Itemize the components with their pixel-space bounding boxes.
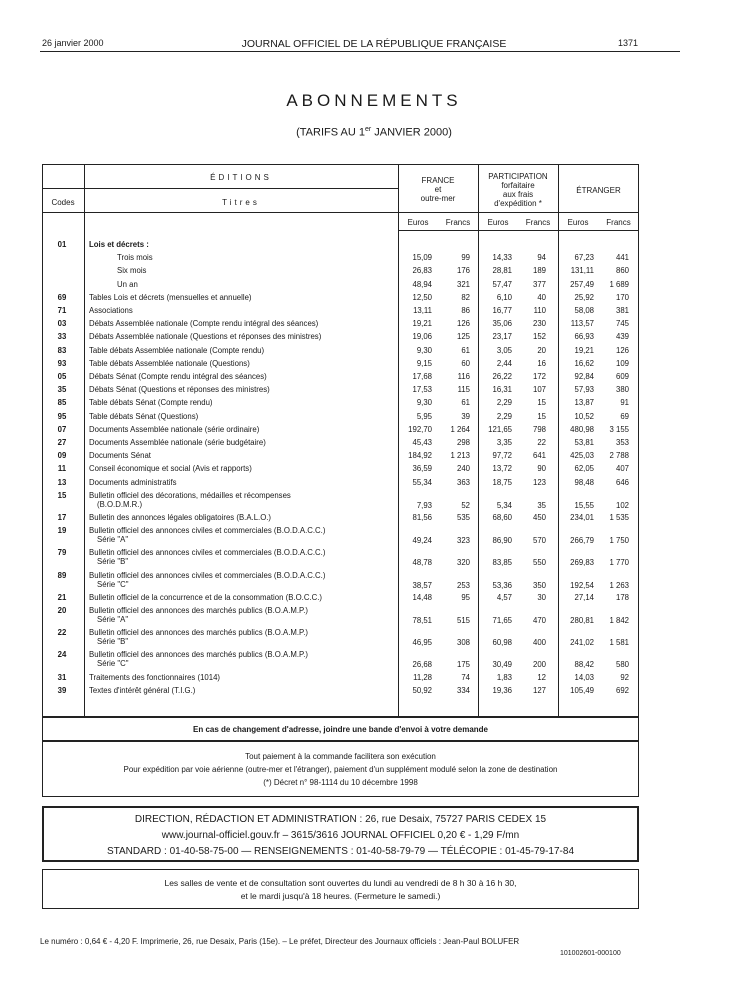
table-row — [42, 513, 639, 524]
table-row — [42, 571, 639, 591]
row-code: 89 — [57, 570, 67, 580]
row-value: 68,60 — [492, 513, 512, 522]
row-value: 94 — [537, 253, 546, 263]
row-value: 9,30 — [416, 345, 432, 355]
row-value: 175 — [456, 660, 470, 670]
row-value: 240 — [456, 464, 470, 474]
row-value: 798 — [532, 424, 546, 434]
header-rule — [40, 51, 680, 52]
row-value: 95 — [461, 592, 470, 602]
row-title: Documents Assemblée nationale (série ordinaire) — [89, 424, 260, 434]
row-value: 184,92 — [408, 451, 432, 461]
row-value: 55,34 — [412, 477, 432, 487]
table-row — [42, 548, 639, 568]
row-value: 12,50 — [412, 292, 432, 302]
table-row — [42, 606, 639, 626]
row-value: 22 — [537, 438, 546, 447]
row-value: 14,33 — [492, 253, 512, 263]
row-value: 11,28 — [413, 672, 432, 682]
row-value: 19,21 — [412, 319, 432, 329]
row-title: Débats Assemblée nationale (Questions et réponses des ministres) — [89, 332, 322, 342]
row-value: 62,05 — [574, 464, 594, 474]
row-value: 298 — [456, 438, 470, 447]
row-value: 439 — [615, 332, 629, 342]
row-code: 22 — [57, 628, 67, 638]
row-value: 400 — [532, 638, 546, 648]
row-value: 4,57 — [496, 592, 512, 602]
row-value: 646 — [615, 477, 629, 487]
row-value: 26,83 — [412, 266, 432, 276]
row-value: 745 — [615, 319, 629, 329]
table-row — [42, 266, 639, 277]
row-title: Bulletin officiel des annonces civiles et commerciales (B.O.D.A.C.C.) Série "B" — [89, 548, 326, 567]
row-value: 19,06 — [412, 332, 432, 342]
row-value: 30 — [537, 592, 546, 602]
row-value: 2,29 — [496, 411, 512, 421]
row-title: Documents Sénat — [89, 451, 151, 461]
address-change-note: En cas de changement d'adresse, joindre une bande d'envoi à votre demande — [42, 717, 639, 741]
page-number: 1371 — [618, 38, 639, 48]
table-row — [42, 398, 639, 409]
row-value: 66,93 — [574, 332, 594, 342]
row-value: 280,81 — [570, 616, 594, 625]
row-code: 21 — [57, 592, 67, 602]
table-row — [42, 280, 639, 291]
row-value: 74 — [461, 672, 470, 682]
row-value: 321 — [456, 279, 470, 289]
row-value: 39 — [461, 411, 470, 421]
table-row — [42, 385, 639, 396]
table-row — [42, 438, 639, 449]
row-title: Conseil économique et social (Avis et rapports) — [89, 464, 252, 474]
table-row — [42, 306, 639, 317]
euros-header: Euros — [567, 218, 589, 227]
row-value: 470 — [532, 616, 546, 625]
row-value: 1 842 — [609, 616, 629, 625]
row-value: 1 770 — [609, 558, 629, 568]
row-code: 35 — [57, 385, 67, 395]
row-value: 102 — [615, 500, 629, 510]
row-value: 123 — [532, 477, 546, 487]
row-value: 15,09 — [412, 253, 432, 263]
row-value: 13,72 — [492, 464, 512, 474]
row-title: Débats Sénat (Compte rendu intégral des séances) — [89, 372, 267, 381]
row-value: 10,52 — [574, 411, 594, 421]
row-value: 38,57 — [412, 580, 432, 590]
row-value: 515 — [456, 616, 470, 625]
row-value: 7,93 — [416, 500, 432, 510]
row-value: 320 — [456, 558, 470, 568]
table-row — [42, 593, 639, 604]
row-value: 17,68 — [412, 372, 432, 381]
row-value: 97,72 — [492, 451, 512, 461]
row-value: 15 — [537, 398, 546, 408]
row-value: 172 — [532, 372, 546, 381]
table-row — [42, 478, 639, 489]
row-value: 363 — [456, 477, 470, 487]
row-value: 127 — [532, 685, 546, 695]
row-value: 377 — [532, 279, 546, 289]
row-title: Trois mois — [117, 253, 153, 263]
row-value: 82 — [461, 292, 470, 302]
row-value: 641 — [532, 451, 546, 461]
contact-box: DIRECTION, RÉDACTION ET ADMINISTRATION : 26, rue Desaix, 75727 PARIS CEDEX 15 www.journal-officiel.gouv.fr – 3615/3616 JOURNAL OFFICIEL 0,20 € - 1,29 F/mn STANDARD : 01-40-58-75-00 — RENSEIGNEMENTS : 01-40-58-79-79 — TÉLÉCOPIE : 01-45-79-17-84 — [42, 806, 639, 862]
row-value: 113,57 — [570, 319, 594, 329]
table-row — [42, 464, 639, 475]
row-value: 2 788 — [609, 451, 629, 461]
row-title: Lois et décrets : — [89, 240, 149, 249]
row-value: 19,21 — [574, 345, 594, 355]
row-value: 28,81 — [492, 266, 512, 276]
row-value: 91 — [620, 398, 629, 408]
row-value: 178 — [615, 592, 629, 602]
codes-header: Codes — [51, 198, 75, 207]
row-code: 83 — [57, 345, 67, 355]
row-title: Bulletin officiel des décorations, médailles et récompenses (B.O.D.M.R.) — [89, 490, 291, 509]
etranger-header: ÉTRANGER — [576, 186, 621, 195]
row-value: 26,68 — [412, 660, 432, 670]
row-code: 79 — [57, 548, 67, 558]
row-title: Un an — [117, 279, 138, 289]
row-value: 350 — [532, 580, 546, 590]
row-value: 15,55 — [574, 500, 594, 510]
table-row — [42, 346, 639, 357]
row-value: 110 — [533, 306, 546, 315]
row-value: 535 — [456, 513, 470, 522]
row-value: 308 — [456, 638, 470, 648]
row-value: 323 — [456, 536, 470, 546]
opening-hours-note: Les salles de vente et de consultation sont ouvertes du lundi au vendredi de 8 h 30 à 16 h 30, et le mardi jusqu'à 18 heures. (Fermeture le samedi.) — [42, 869, 639, 909]
table-row — [42, 650, 639, 670]
row-title: Bulletin officiel de la concurrence et de la consommation (B.O.C.C.) — [89, 592, 323, 602]
row-value: 1 581 — [609, 638, 629, 648]
row-value: 450 — [532, 513, 546, 522]
table-row — [42, 372, 639, 383]
row-title: Bulletin officiel des annonces civiles et commerciales (B.O.D.A.C.C.) Série "A" — [89, 526, 326, 545]
row-value: 14,48 — [412, 592, 432, 602]
row-value: 1 750 — [609, 536, 629, 546]
row-value: 35,06 — [492, 319, 512, 329]
row-value: 40 — [537, 292, 546, 302]
row-value: 18,75 — [492, 477, 512, 487]
row-code: 95 — [57, 411, 67, 421]
row-title: Table débats Sénat (Compte rendu) — [89, 398, 213, 408]
francs-header: Francs — [606, 218, 631, 227]
row-title: Bulletin officiel des annonces des marchés publics (B.O.A.M.P.) Série "B" — [89, 628, 308, 647]
row-value: 12 — [537, 672, 546, 682]
row-value: 16 — [537, 358, 546, 368]
row-code: 31 — [57, 672, 67, 682]
row-title: Tables Lois et décrets (mensuelles et annuelle) — [89, 292, 252, 302]
row-value: 3,05 — [496, 345, 512, 355]
row-value: 550 — [532, 558, 546, 568]
page-subtitle: (TARIFS AU 1er JANVIER 2000) — [296, 126, 452, 139]
row-value: 60,98 — [492, 638, 512, 648]
row-value: 48,78 — [412, 558, 432, 568]
row-value: 61 — [461, 345, 470, 355]
row-code: 69 — [57, 292, 67, 302]
row-code: 05 — [57, 372, 67, 381]
row-value: 92,84 — [574, 372, 594, 381]
francs-header: Francs — [445, 218, 471, 227]
row-title: Débats Assemblée nationale (Compte rendu intégral des séances) — [89, 319, 319, 329]
row-value: 269,83 — [570, 558, 594, 568]
row-value: 1 535 — [609, 513, 629, 522]
row-value: 230 — [532, 319, 546, 329]
row-value: 266,79 — [570, 536, 594, 546]
row-value: 13,11 — [413, 306, 432, 315]
euros-header: Euros — [407, 218, 429, 227]
header-date: 26 janvier 2000 — [42, 38, 104, 48]
row-code: 20 — [57, 606, 67, 615]
row-value: 9,30 — [416, 398, 432, 408]
table-row — [42, 673, 639, 684]
row-value: 27,14 — [574, 592, 594, 602]
row-title: Traitements des fonctionnaires (1014) — [89, 672, 221, 682]
row-value: 609 — [615, 372, 629, 381]
row-value: 53,81 — [574, 438, 594, 447]
row-value: 99 — [461, 253, 470, 263]
row-value: 17,53 — [412, 385, 432, 395]
row-value: 1 264 — [450, 424, 470, 434]
row-value: 14,03 — [574, 672, 594, 682]
row-value: 407 — [615, 464, 629, 474]
row-code: 33 — [57, 332, 67, 342]
row-value: 257,49 — [570, 279, 594, 289]
table-row — [42, 451, 639, 462]
row-value: 5,95 — [416, 411, 432, 421]
row-value: 115 — [457, 385, 470, 395]
row-value: 26,22 — [492, 372, 512, 381]
france-header: FRANCE et outre-mer — [420, 176, 456, 203]
participation-header: PARTICIPATION forfaitaire aux frais d'expédition * — [488, 172, 548, 208]
row-value: 353 — [615, 438, 629, 447]
row-value: 60 — [461, 358, 470, 368]
row-code: 01 — [57, 240, 67, 249]
row-value: 860 — [615, 266, 629, 276]
row-title: Table débats Assemblée nationale (Compte rendu) — [89, 345, 265, 355]
row-value: 46,95 — [412, 638, 432, 648]
table-row — [42, 412, 639, 423]
row-value: 67,23 — [574, 253, 594, 263]
row-value: 16,77 — [492, 306, 512, 315]
row-value: 441 — [615, 253, 629, 263]
table-row — [42, 491, 639, 511]
row-value: 9,15 — [416, 358, 432, 368]
row-code: 71 — [57, 306, 67, 315]
row-value: 50,92 — [412, 685, 432, 695]
row-code: 03 — [57, 319, 67, 329]
page-title: ABONNEMENTS — [286, 91, 462, 110]
row-value: 334 — [456, 685, 470, 695]
row-value: 81,56 — [412, 513, 432, 522]
header-divider — [42, 212, 639, 213]
table-row — [42, 628, 639, 648]
row-value: 61 — [461, 398, 470, 408]
row-value: 425,03 — [570, 451, 594, 461]
row-value: 2,44 — [496, 358, 512, 368]
row-title: Six mois — [117, 266, 147, 276]
editions-header: ÉDITIONS — [210, 173, 272, 182]
row-value: 88,42 — [574, 660, 594, 670]
table-row — [42, 332, 639, 343]
row-value: 78,51 — [412, 616, 432, 625]
row-title: Bulletin officiel des annonces des marchés publics (B.O.A.M.P.) Série "A" — [89, 606, 308, 624]
table-row — [42, 240, 639, 251]
row-code: 07 — [57, 424, 67, 434]
row-value: 131,11 — [570, 266, 594, 276]
row-value: 6,10 — [496, 292, 512, 302]
row-code: 15 — [57, 490, 67, 500]
row-value: 121,65 — [488, 424, 512, 434]
row-value: 53,36 — [492, 580, 512, 590]
table-row — [42, 293, 639, 304]
row-value: 16,62 — [574, 358, 594, 368]
header-divider — [42, 188, 398, 189]
row-code: 93 — [57, 358, 67, 368]
titres-header: Titres — [222, 198, 260, 207]
row-value: 1,83 — [496, 672, 512, 682]
row-title: Textes d'intérêt général (T.I.G.) — [89, 685, 196, 695]
francs-header: Francs — [525, 218, 551, 227]
row-value: 125 — [456, 332, 470, 342]
row-value: 126 — [615, 345, 629, 355]
row-value: 58,08 — [574, 306, 594, 315]
header-divider — [398, 230, 639, 231]
row-value: 253 — [456, 580, 470, 590]
row-value: 71,65 — [492, 616, 512, 625]
row-value: 234,01 — [570, 513, 594, 522]
row-value: 692 — [615, 685, 629, 695]
row-value: 170 — [615, 292, 629, 302]
row-code: 39 — [57, 685, 67, 695]
row-value: 1 213 — [450, 451, 470, 461]
row-code: 19 — [57, 526, 67, 536]
row-value: 86 — [461, 306, 470, 315]
row-value: 176 — [456, 266, 470, 276]
row-value: 25,92 — [574, 292, 594, 302]
footer-imprint: Le numéro : 0,64 € - 4,20 F. Imprimerie, 26, rue Desaix, Paris (15e). – Le préfet, Directeur des Journaux officiels : Jean-Paul BOLUFER — [40, 937, 520, 946]
table-row — [42, 686, 639, 697]
row-code: 11 — [57, 464, 67, 474]
row-value: 19,36 — [492, 685, 512, 695]
row-code: 24 — [57, 650, 67, 660]
row-value: 69 — [620, 411, 629, 421]
row-value: 35 — [537, 500, 546, 510]
row-value: 52 — [461, 500, 470, 510]
row-value: 2,29 — [496, 398, 512, 408]
row-value: 57,93 — [574, 385, 594, 395]
euros-header: Euros — [487, 218, 509, 227]
row-value: 98,48 — [574, 477, 594, 487]
row-value: 92 — [620, 672, 629, 682]
row-value: 192,54 — [570, 580, 594, 590]
row-value: 83,85 — [492, 558, 512, 568]
row-value: 1 263 — [609, 580, 629, 590]
row-code: 85 — [57, 398, 67, 408]
table-row — [42, 253, 639, 264]
row-value: 109 — [615, 358, 629, 368]
row-code: 17 — [57, 513, 67, 522]
row-value: 381 — [615, 306, 629, 315]
row-value: 15 — [537, 411, 546, 421]
table-row — [42, 359, 639, 370]
footer-reference: 101002601-000100 — [560, 950, 621, 957]
row-code: 27 — [57, 438, 67, 447]
row-value: 20 — [537, 345, 546, 355]
row-value: 126 — [456, 319, 470, 329]
row-value: 1 689 — [609, 279, 629, 289]
row-value: 380 — [615, 385, 629, 395]
table-row — [42, 425, 639, 436]
row-value: 192,70 — [408, 424, 432, 434]
row-code: 09 — [57, 451, 67, 461]
row-title: Table débats Sénat (Questions) — [89, 411, 199, 421]
row-code: 13 — [57, 477, 67, 487]
row-value: 45,43 — [412, 438, 432, 447]
row-value: 90 — [537, 464, 546, 474]
row-value: 13,87 — [574, 398, 594, 408]
row-title: Table débats Assemblée nationale (Questions) — [89, 358, 250, 368]
row-value: 200 — [532, 660, 546, 670]
row-value: 3,35 — [496, 438, 512, 447]
row-value: 116 — [457, 372, 470, 381]
row-title: Débats Sénat (Questions et réponses des ministres) — [89, 385, 270, 395]
row-value: 30,49 — [492, 660, 512, 670]
row-value: 580 — [615, 660, 629, 670]
table-row — [42, 319, 639, 330]
row-title: Bulletin officiel des annonces des marchés publics (B.O.A.M.P.) Série "C" — [89, 650, 308, 669]
row-value: 5,34 — [496, 500, 512, 510]
row-value: 241,02 — [570, 638, 594, 648]
row-title: Documents administratifs — [89, 477, 177, 487]
row-title: Documents Assemblée nationale (série budgétaire) — [89, 438, 266, 447]
row-title: Associations — [89, 306, 133, 315]
row-value: 107 — [532, 385, 546, 395]
row-value: 36,59 — [412, 464, 432, 474]
row-value: 570 — [532, 536, 546, 546]
row-value: 57,47 — [492, 279, 512, 289]
row-title: Bulletin des annonces légales obligatoires (B.A.L.O.) — [89, 513, 272, 522]
row-value: 16,31 — [492, 385, 512, 395]
row-value: 23,17 — [492, 332, 512, 342]
row-value: 152 — [532, 332, 546, 342]
row-value: 189 — [532, 266, 546, 276]
row-value: 105,49 — [570, 685, 594, 695]
row-value: 49,24 — [412, 536, 432, 546]
row-value: 480,98 — [570, 424, 594, 434]
row-value: 48,94 — [412, 279, 432, 289]
row-value: 3 155 — [609, 424, 629, 434]
row-value: 86,90 — [492, 536, 512, 546]
row-title: Bulletin officiel des annonces civiles et commerciales (B.O.D.A.C.C.) Série "C" — [89, 570, 326, 589]
table-row — [42, 526, 639, 546]
payment-notes: Tout paiement à la commande facilitera son exécution Pour expédition par voie aérienne (outre-mer et l'étranger), paiement d'un supplément modulé selon la zone de destination (*) Décret n° 98-1114 du 10 décembre 1998 — [42, 741, 639, 797]
journal-title: JOURNAL OFFICIEL DE LA RÉPUBLIQUE FRANÇAISE — [241, 38, 507, 50]
